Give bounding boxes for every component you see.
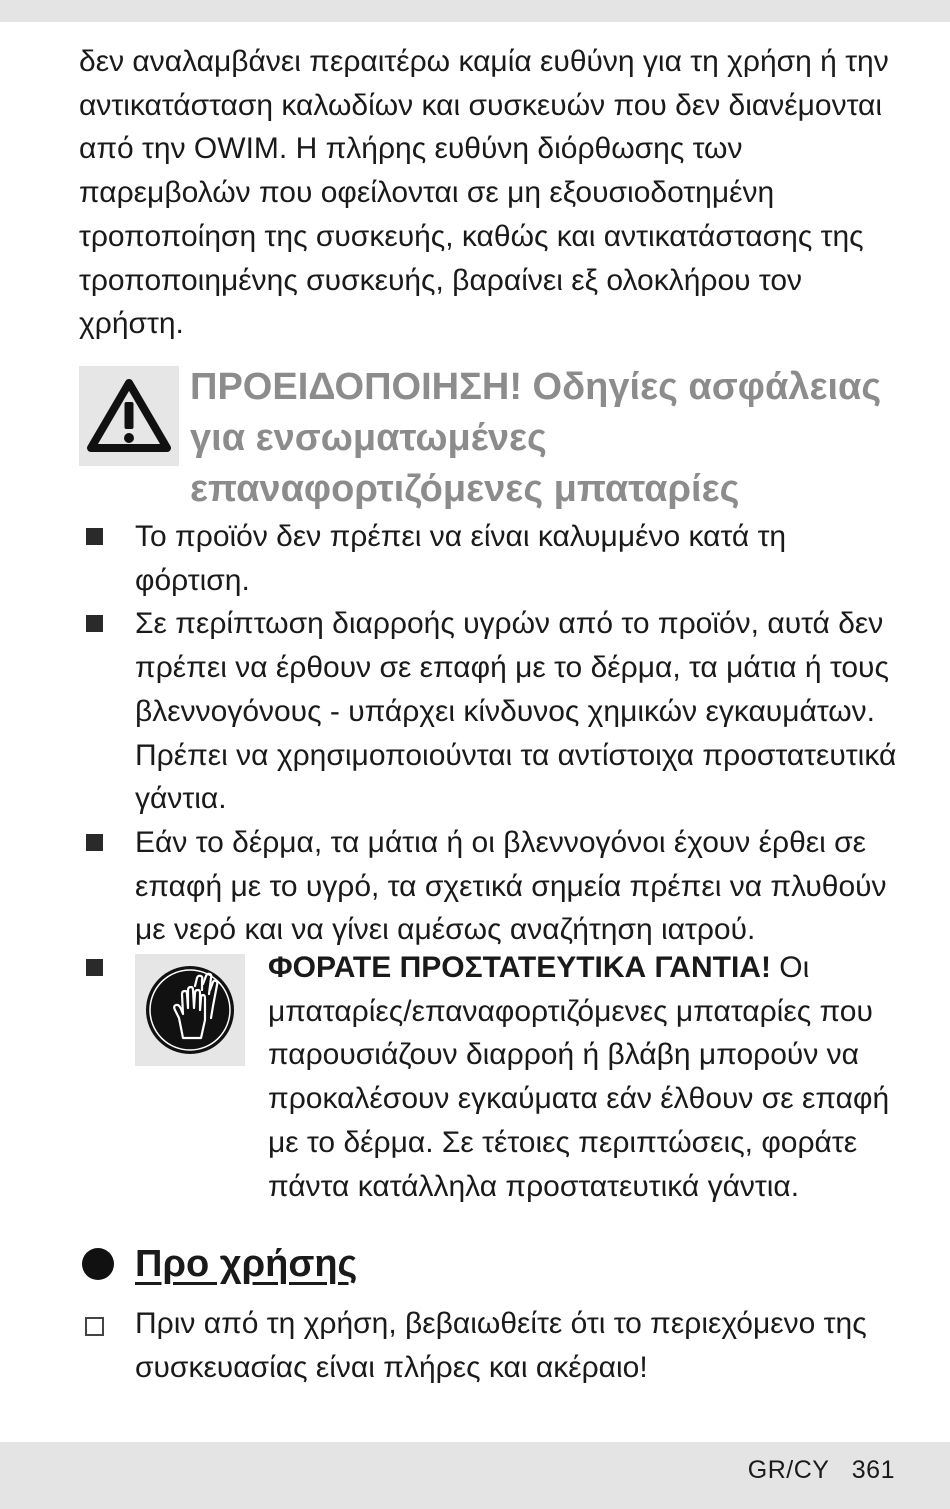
gloves-notice bbox=[79, 946, 909, 1206]
warning-triangle-icon bbox=[79, 366, 179, 466]
gloves-icon bbox=[135, 954, 245, 1066]
bullet-square-icon bbox=[86, 615, 103, 632]
bullet-square-icon bbox=[86, 528, 103, 545]
bullet-text: Το προϊόν δεν πρέπει να είναι καλυμμένο κατά τη φόρτιση. bbox=[135, 520, 787, 597]
gloves-notice-heading: ΦΟΡΑΤΕ ΠΡΟΣΤΑΤΕΥΤΙΚΑ ΓΑΝΤΙΑ! bbox=[268, 951, 771, 984]
footer-locale: GR/CY bbox=[747, 1456, 830, 1484]
checkbox-icon bbox=[85, 1317, 104, 1336]
bullet-text: Σε περίπτωση διαρροής υγρών από το προϊόν, αυτά δεν πρέπει να έρθουν σε επαφή με το δέρμα, τα μάτια ή τους βλεννογόνους - υπάρχει κίνδυνος χημικών εγκαυμάτων. Πρέπει να χρησιμοποιούνται τα αντίστοιχα προστατευτικά γάντια. bbox=[135, 607, 897, 816]
bullet-square-icon bbox=[86, 834, 103, 851]
list-item bbox=[79, 821, 909, 952]
section-title: Προ χρήσης bbox=[135, 1243, 358, 1285]
bullet-square-icon bbox=[86, 959, 103, 976]
safety-bullet-list bbox=[79, 515, 909, 952]
page-number: 361 bbox=[851, 1456, 895, 1484]
checklist-text: Πριν από τη χρήση, βεβαιωθείτε ότι το περιεχόμενο της συσκευασίας είναι πλήρες και ακέραιο! bbox=[135, 1307, 867, 1384]
section-bullet-icon bbox=[82, 1248, 114, 1280]
footer-page-label bbox=[748, 1456, 895, 1485]
intro-paragraph: δεν αναλαμβάνει περαιτέρω καμία ευθύνη για τη χρήση ή την αντικατάσταση καλωδίων και συσκευών που δεν διανέμονται από την OWIM. Η πλήρης ευθύνη διόρθωσης των παρεμβολών που οφείλονται σε μη εξουσιοδοτημένη τροποποίηση της συσκευής, καθώς και αντικατάστασης της τροποποιημένης συσκευής, βαραίνει εξ ολοκλήρου τον χρήστη. bbox=[79, 45, 889, 341]
list-item bbox=[79, 515, 909, 602]
gloves-notice-text bbox=[268, 946, 913, 1208]
top-band bbox=[0, 0, 950, 22]
list-item bbox=[79, 602, 909, 821]
warning-title: ΠΡΟΕΙΔΟΠΟΙΗΣΗ! Οδηγίες ασφάλειας για ενσωματωμένες επαναφορτιζόμενες μπαταρίες bbox=[190, 366, 882, 510]
bullet-text: Εάν το δέρμα, τα μάτια ή οι βλεννογόνοι έχουν έρθει σε επαφή με το υγρό, τα σχετικά σημεία πρέπει να πλυθούν με νερό και να γίνει αμέσως αναζήτηση ιατρού. bbox=[135, 825, 887, 947]
gloves-notice-body: Οι μπαταρίες/επαναφορτιζόμενες μπαταρίες που παρουσιάζουν διαρροή ή βλάβη μπορούν να προκαλέσουν εγκαύματα εάν έλθουν σε επαφή με το δέρμα. Σε τέτοιες περιπτώσεις, φοράτε πάντα κατάλληλα προστατευτικά γάντια. bbox=[268, 951, 890, 1203]
